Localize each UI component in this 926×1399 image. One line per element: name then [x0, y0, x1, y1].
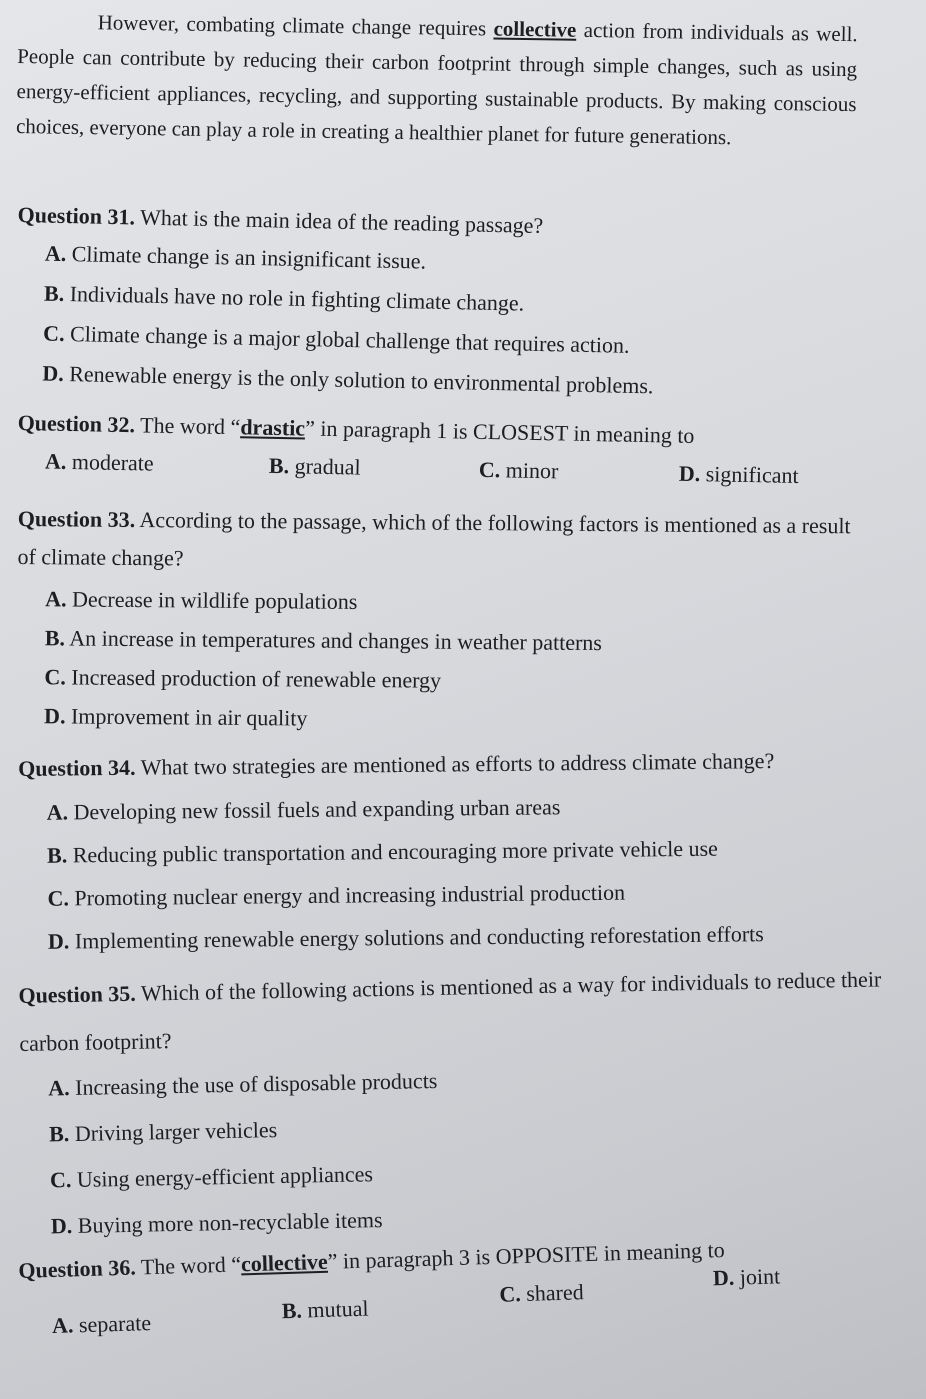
q32-option-d[interactable]: D. significant — [678, 460, 799, 488]
q36-word: collective — [240, 1248, 329, 1277]
passage-text-before: However, combating climate change requires — [97, 10, 487, 41]
passage-text-after: action from individuals as well. People can contribute by reducing their carbon footprint through simple changes, such as using energy-efficient appliances, recycling, and supporting sustainable products. By making conscious choices, everyone can play a role in creating a healthier planet for future generations. — [15, 17, 858, 150]
q36-option-d[interactable]: D. joint — [712, 1263, 781, 1291]
q34-option-a[interactable]: A. Developing new fossil fuels and expanding urban areas — [46, 794, 561, 825]
q33-option-d[interactable]: D. Improvement in air quality — [44, 703, 308, 731]
q32-option-a[interactable]: A. moderate — [44, 448, 154, 476]
q34-text: What two strategies are mentioned as efforts to address climate change? — [140, 748, 775, 780]
q35-label: Question 35. — [18, 980, 137, 1008]
question-32: Question 32. The word “drastic” in paragraph 1 is CLOSEST in meaning to A. moderate B. gradual C. minor D. significant — [17, 408, 897, 455]
q32-word: drastic — [240, 414, 306, 441]
q31-option-d[interactable]: D. Renewable energy is the only solution to environmental problems. — [42, 360, 654, 399]
q32-label: Question 32. — [17, 409, 136, 438]
q31-label: Question 31. — [17, 201, 136, 230]
q31-option-c[interactable]: C. Climate change is a major global challenge that requires action. — [42, 320, 630, 358]
q35-option-b[interactable]: B. Driving larger vehicles — [48, 1117, 278, 1147]
q32-option-c[interactable]: C. minor — [478, 456, 559, 484]
q36-option-c[interactable]: C. shared — [498, 1279, 584, 1307]
q31-option-b[interactable]: B. Individuals have no role in fighting climate change. — [43, 280, 525, 316]
q34-option-d[interactable]: D. Implementing renewable energy solutions and conducting reforestation efforts — [47, 921, 764, 954]
q35-text: Which of the following actions is mentioned as a way for individuals to reduce their carbon footprint? — [19, 966, 882, 1056]
q34-option-b[interactable]: B. Reducing public transportation and encouraging more private vehicle use — [46, 835, 718, 868]
question-33 — [17, 500, 898, 731]
question-31 — [17, 200, 897, 399]
q34-label: Question 34. — [18, 754, 136, 781]
q31-option-a[interactable]: A. Climate change is an insignificant issue. — [44, 240, 427, 274]
q36-option-a[interactable]: A. separate — [51, 1310, 152, 1339]
q32-option-b[interactable]: B. gradual — [268, 452, 361, 480]
q36-option-b[interactable]: B. mutual — [281, 1295, 369, 1324]
q35-option-a[interactable]: A. Increasing the use of disposable products — [47, 1067, 438, 1101]
q35-option-c[interactable]: C. Using energy-efficient appliances — [49, 1161, 374, 1193]
passage-keyword: collective — [493, 16, 577, 42]
q34-option-c[interactable]: C. Promoting nuclear energy and increasing industrial production — [47, 879, 626, 911]
q36-label: Question 36. — [18, 1254, 137, 1283]
q33-label: Question 33. — [17, 505, 136, 533]
question-34 — [18, 745, 898, 954]
q33-text: According to the passage, which of the following factors is mentioned as a result of climate change? — [17, 507, 851, 571]
reading-passage — [16, 4, 858, 157]
q33-option-b[interactable]: B. An increase in temperatures and changes in weather patterns — [44, 625, 603, 656]
question-36: Question 36. The word “collective” in paragraph 3 is OPPOSITE in meaning to A. separate B. mutual C. shared D. joint — [18, 1230, 899, 1286]
question-35 — [18, 955, 900, 1239]
q33-option-c[interactable]: C. Increased production of renewable energy — [44, 664, 442, 693]
q35-option-d[interactable]: D. Buying more non-recyclable items — [50, 1207, 383, 1239]
q33-option-a[interactable]: A. Decrease in wildlife populations — [45, 586, 358, 614]
q31-text: What is the main idea of the reading passage? — [139, 204, 544, 239]
